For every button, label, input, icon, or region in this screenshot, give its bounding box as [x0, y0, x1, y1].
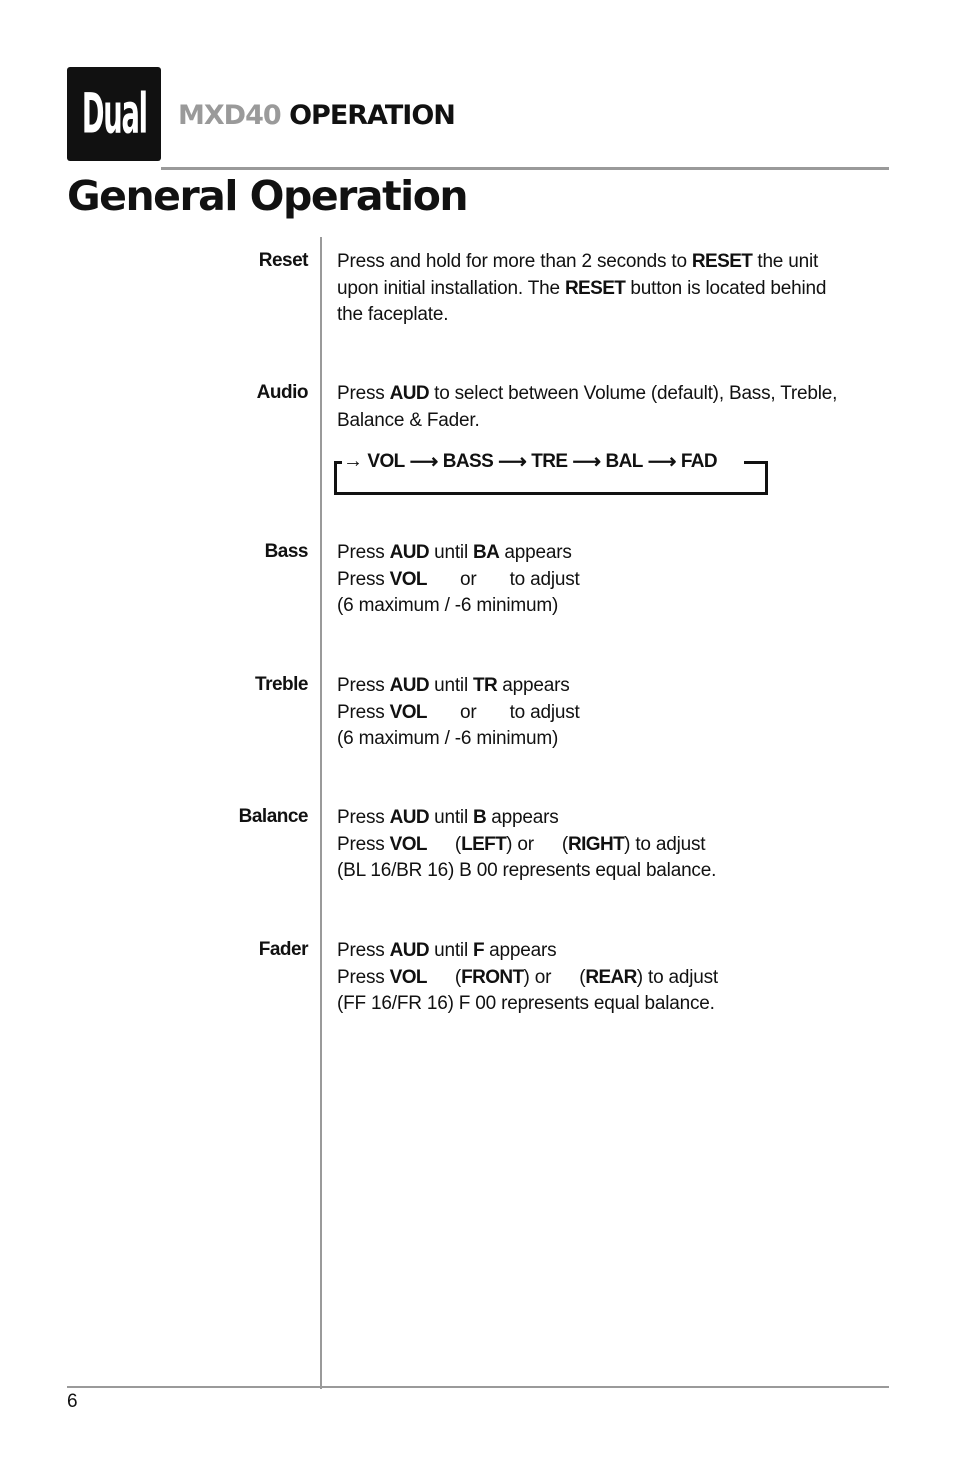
cycle-item-bal: BAL — [602, 451, 647, 473]
content-treble — [337, 673, 889, 753]
bass-line-3: (6 maximum / -6 minimum) — [337, 595, 559, 616]
section-name: OPERATION — [289, 100, 455, 131]
label-balance: Balance — [238, 806, 308, 827]
balance-line-2: Press VOL (LEFT) or (RIGHT) to adjust — [337, 833, 706, 855]
label-reset: Reset — [258, 250, 308, 271]
reset-line-2: upon initial installation. The RESET button is located behind — [337, 277, 827, 299]
audio-cycle-diagram — [334, 448, 766, 496]
arrow-icon: ⟶ — [498, 451, 527, 473]
label-bass: Bass — [264, 541, 308, 562]
bass-line-1: Press AUD until BA appears — [337, 542, 572, 563]
treble-line-2: Press VOL or to adjust — [337, 701, 580, 723]
content-reset — [337, 249, 889, 329]
balance-line-1: Press AUD until B appears — [337, 807, 559, 828]
arrow-icon: ⟶ — [409, 451, 438, 473]
arrow-icon: ⟶ — [647, 451, 676, 473]
audio-line-1: Press AUD to select between Volume (default), Bass, Treble, — [337, 383, 838, 404]
model-name: MXD40 — [178, 100, 281, 131]
cycle-items — [342, 449, 721, 474]
page-number: 6 — [67, 1391, 78, 1412]
balance-line-3: (BL 16/BR 16) B 00 represents equal balance. — [337, 860, 717, 881]
bass-line-2: Press VOL or to adjust — [337, 568, 580, 590]
content-balance — [337, 805, 889, 885]
arrow-icon: → — [343, 450, 363, 472]
reset-line-3: the faceplate. — [337, 304, 449, 325]
cycle-loop-end — [744, 461, 768, 464]
reset-line-1: Press and hold for more than 2 seconds to RESET the unit — [337, 251, 819, 272]
cycle-item-fad: FAD — [677, 451, 721, 473]
header-title — [178, 100, 455, 131]
label-audio: Audio — [256, 382, 308, 403]
content-fader — [337, 938, 889, 1018]
label-fader: Fader — [258, 939, 308, 960]
page-title: General Operation — [67, 172, 468, 220]
content-audio — [337, 381, 889, 434]
footer-rule — [67, 1386, 889, 1388]
audio-line-2: Balance & Fader. — [337, 409, 480, 431]
dual-logo: Dual — [67, 67, 161, 161]
fader-line-2: Press VOL (FRONT) or (REAR) to adjust — [337, 966, 719, 988]
cycle-item-bass: BASS — [439, 451, 497, 473]
header-rule — [161, 167, 889, 170]
label-treble: Treble — [255, 674, 308, 695]
fader-line-1: Press AUD until F appears — [337, 940, 557, 961]
column-divider — [320, 237, 322, 1389]
fader-line-3: (FF 16/FR 16) F 00 represents equal balance. — [337, 993, 715, 1014]
arrow-icon: ⟶ — [572, 451, 601, 473]
cycle-item-tre: TRE — [527, 451, 571, 473]
cycle-item-vol: VOL — [363, 451, 408, 473]
treble-line-1: Press AUD until TR appears — [337, 675, 570, 696]
content-bass — [337, 540, 889, 620]
treble-line-3: (6 maximum / -6 minimum) — [337, 728, 559, 749]
